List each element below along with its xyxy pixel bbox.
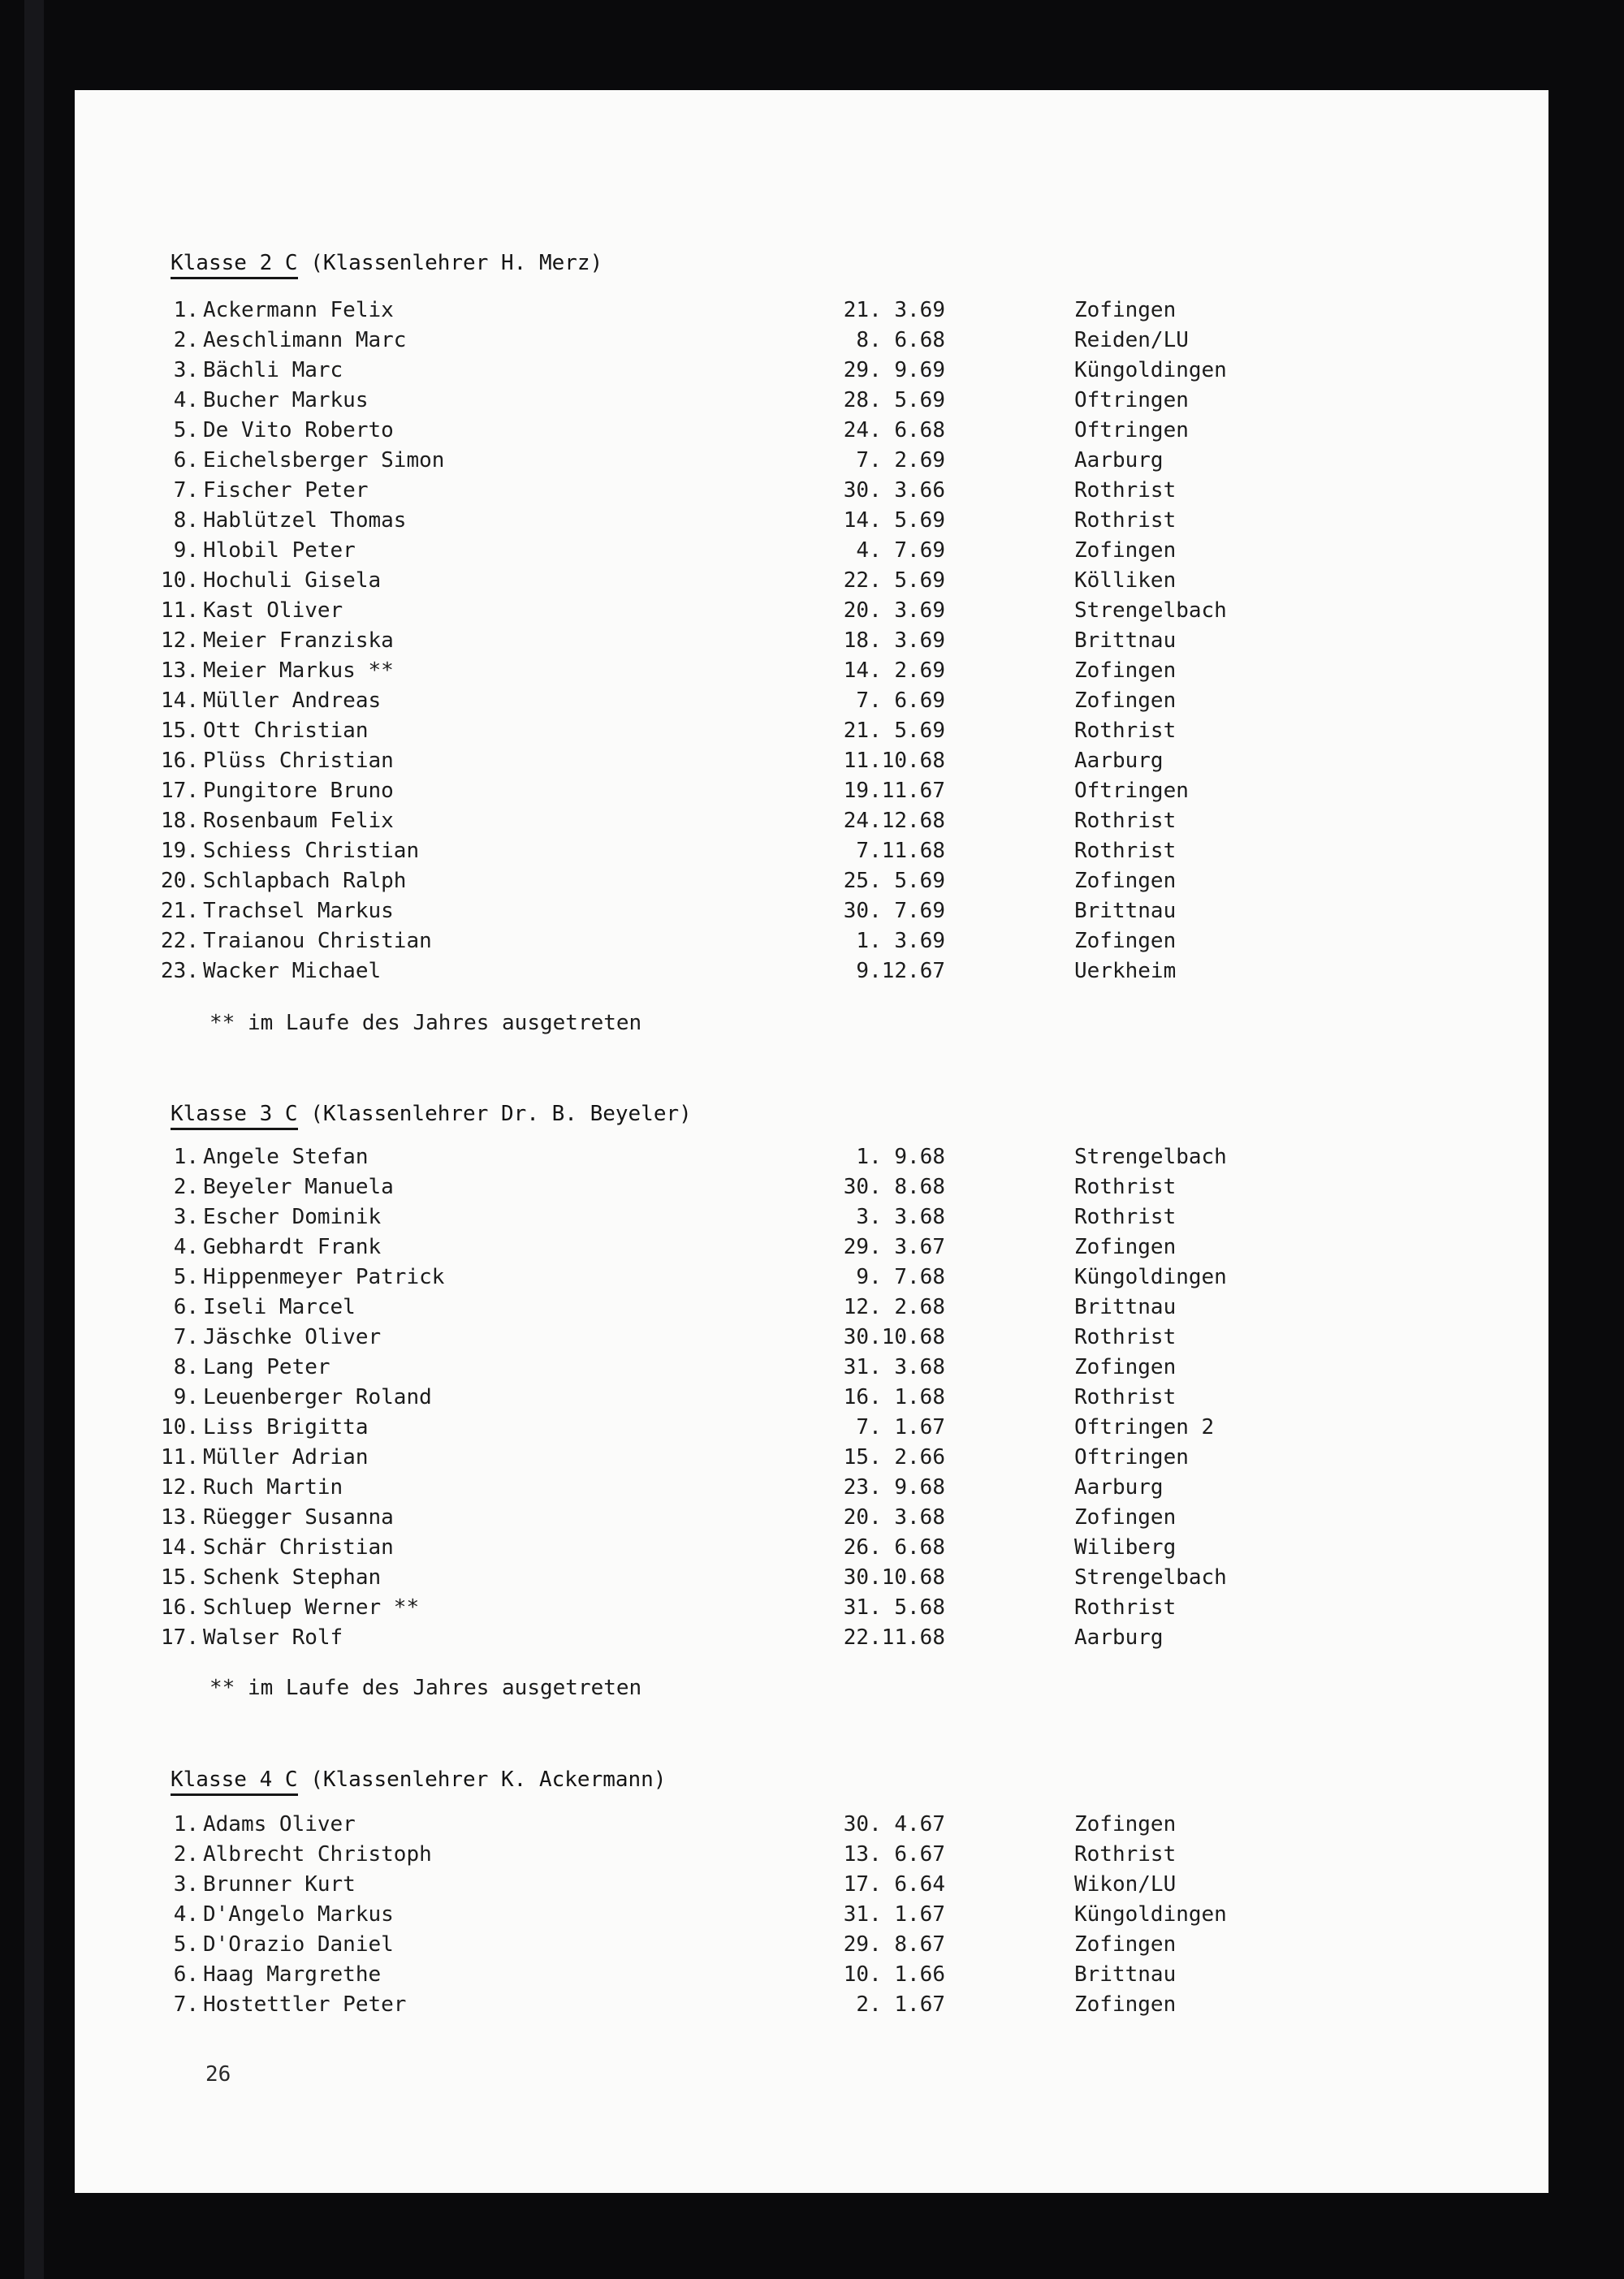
student-date: 22.11.68 — [843, 1625, 945, 1650]
section-title-2c-teacher: (Klassenlehrer H. Merz) — [297, 251, 603, 275]
student-name: Trachsel Markus — [203, 899, 394, 923]
student-name: Schär Christian — [203, 1535, 394, 1560]
student-num: 19. — [161, 839, 199, 863]
student-date: 7. 2.69 — [856, 448, 945, 473]
student-num: 4. — [173, 1902, 199, 1927]
student-town: Zofingen — [1074, 1505, 1177, 1530]
student-name: Fischer Peter — [203, 478, 369, 503]
student-town: Oftringen 2 — [1074, 1415, 1215, 1439]
student-num: 9. — [173, 538, 199, 563]
section-title-2c-class: Klasse 2 C — [171, 251, 298, 279]
student-town: Zofingen — [1074, 658, 1177, 683]
student-town: Rothrist — [1074, 809, 1177, 833]
student-num: 6. — [173, 448, 199, 473]
student-row — [75, 1202, 1548, 1232]
student-row — [75, 896, 1548, 926]
student-date: 29. 9.69 — [843, 358, 945, 382]
student-list-3c — [75, 1142, 1548, 1653]
student-num: 17. — [161, 1625, 199, 1650]
student-name: De Vito Roberto — [203, 418, 394, 442]
student-date: 10. 1.66 — [843, 1962, 945, 1987]
page-number: 26 — [205, 2062, 231, 2087]
student-town: Zofingen — [1074, 929, 1177, 953]
student-date: 11.10.68 — [843, 749, 945, 773]
student-name: Meier Franziska — [203, 628, 394, 653]
student-num: 5. — [173, 418, 199, 442]
student-date: 20. 3.69 — [843, 598, 945, 623]
student-num: 13. — [161, 658, 199, 683]
student-date: 30. 7.69 — [843, 899, 945, 923]
student-num: 10. — [161, 1415, 199, 1439]
student-date: 20. 3.68 — [843, 1505, 945, 1530]
student-row — [75, 506, 1548, 536]
student-town: Zofingen — [1074, 298, 1177, 322]
student-name: D'Orazio Daniel — [203, 1932, 394, 1957]
student-num: 16. — [161, 1595, 199, 1620]
student-town: Rothrist — [1074, 1175, 1177, 1199]
student-date: 26. 6.68 — [843, 1535, 945, 1560]
student-date: 31. 3.68 — [843, 1355, 945, 1379]
student-town: Uerkheim — [1074, 959, 1177, 983]
student-town: Küngoldingen — [1074, 358, 1227, 382]
section-title-3c — [171, 1099, 1548, 1129]
student-row — [75, 446, 1548, 476]
student-num: 16. — [161, 749, 199, 773]
student-date: 24. 6.68 — [843, 418, 945, 442]
student-date: 7. 6.69 — [856, 688, 945, 713]
student-name: Bucher Markus — [203, 388, 369, 412]
student-num: 11. — [161, 1445, 199, 1470]
student-name: Wacker Michael — [203, 959, 382, 983]
student-date: 12. 2.68 — [843, 1295, 945, 1319]
student-num: 4. — [173, 388, 199, 412]
student-num: 17. — [161, 779, 199, 803]
student-name: Eichelsberger Simon — [203, 448, 445, 473]
student-date: 8. 6.68 — [856, 328, 945, 352]
student-town: Oftringen — [1074, 418, 1189, 442]
section-title-4c-teacher: (Klassenlehrer K. Ackermann) — [297, 1768, 667, 1792]
student-row — [75, 416, 1548, 446]
student-name: Müller Andreas — [203, 688, 382, 713]
student-town: Zofingen — [1074, 869, 1177, 893]
student-row — [75, 1623, 1548, 1653]
student-town: Oftringen — [1074, 388, 1189, 412]
student-town: Aarburg — [1074, 749, 1164, 773]
student-date: 3. 3.68 — [856, 1205, 945, 1229]
student-date: 16. 1.68 — [843, 1385, 945, 1409]
student-name: Meier Markus ** — [203, 658, 394, 683]
student-num: 5. — [173, 1932, 199, 1957]
student-num: 18. — [161, 809, 199, 833]
student-date: 28. 5.69 — [843, 388, 945, 412]
student-row — [75, 1533, 1548, 1563]
student-name: Iseli Marcel — [203, 1295, 356, 1319]
student-row — [75, 566, 1548, 596]
student-row — [75, 1960, 1548, 1990]
student-town: Rothrist — [1074, 1385, 1177, 1409]
student-row — [75, 1593, 1548, 1623]
student-num: 2. — [173, 1842, 199, 1867]
student-num: 7. — [173, 478, 199, 503]
student-num: 11. — [161, 598, 199, 623]
student-num: 5. — [173, 1265, 199, 1289]
student-date: 1. 9.68 — [856, 1145, 945, 1169]
student-date: 14. 2.69 — [843, 658, 945, 683]
student-name: Pungitore Bruno — [203, 779, 394, 803]
student-num: 8. — [173, 1355, 199, 1379]
student-row — [75, 1443, 1548, 1473]
student-num: 1. — [173, 1145, 199, 1169]
student-row — [75, 296, 1548, 326]
student-num: 4. — [173, 1235, 199, 1259]
student-num: 12. — [161, 1475, 199, 1500]
student-name: Plüss Christian — [203, 749, 394, 773]
student-town: Strengelbach — [1074, 598, 1227, 623]
student-name: Escher Dominik — [203, 1205, 382, 1229]
student-row — [75, 926, 1548, 956]
student-name: Schenk Stephan — [203, 1565, 382, 1590]
student-name: Adams Oliver — [203, 1812, 356, 1837]
student-num: 1. — [173, 298, 199, 322]
student-town: Aarburg — [1074, 1475, 1164, 1500]
student-name: Schlapbach Ralph — [203, 869, 407, 893]
student-num: 3. — [173, 1205, 199, 1229]
student-date: 23. 9.68 — [843, 1475, 945, 1500]
section-title-3c-class: Klasse 3 C — [171, 1102, 298, 1130]
student-num: 14. — [161, 688, 199, 713]
student-num: 9. — [173, 1385, 199, 1409]
student-town: Brittnau — [1074, 628, 1177, 653]
student-date: 4. 7.69 — [856, 538, 945, 563]
student-town: Brittnau — [1074, 899, 1177, 923]
student-list-2c — [75, 296, 1548, 986]
student-date: 30. 4.67 — [843, 1812, 945, 1837]
student-row — [75, 1172, 1548, 1202]
student-list-4c — [75, 1810, 1548, 2020]
student-num: 1. — [173, 1812, 199, 1837]
student-row — [75, 686, 1548, 716]
student-town: Küngoldingen — [1074, 1265, 1227, 1289]
student-row — [75, 1263, 1548, 1293]
student-town: Aarburg — [1074, 448, 1164, 473]
student-num: 8. — [173, 508, 199, 533]
student-town: Rothrist — [1074, 1205, 1177, 1229]
student-town: Zofingen — [1074, 1355, 1177, 1379]
student-date: 21. 3.69 — [843, 298, 945, 322]
student-num: 13. — [161, 1505, 199, 1530]
student-num: 15. — [161, 1565, 199, 1590]
document-page — [75, 90, 1548, 2193]
student-name: Albrecht Christoph — [203, 1842, 432, 1867]
student-row — [75, 1323, 1548, 1353]
student-name: Hostettler Peter — [203, 1992, 407, 2017]
student-name: Schiess Christian — [203, 839, 420, 863]
student-name: Gebhardt Frank — [203, 1235, 382, 1259]
section-title-2c — [171, 248, 1548, 278]
student-town: Wikon/LU — [1074, 1872, 1177, 1897]
student-town: Rothrist — [1074, 1325, 1177, 1349]
student-row — [75, 1383, 1548, 1413]
student-town: Brittnau — [1074, 1962, 1177, 1987]
student-row — [75, 536, 1548, 566]
student-row — [75, 836, 1548, 866]
student-town: Zofingen — [1074, 1992, 1177, 2017]
student-name: Hochuli Gisela — [203, 568, 382, 593]
student-row — [75, 1413, 1548, 1443]
student-row — [75, 716, 1548, 746]
student-date: 19.11.67 — [843, 779, 945, 803]
student-date: 25. 5.69 — [843, 869, 945, 893]
student-name: Ott Christian — [203, 719, 369, 743]
student-num: 6. — [173, 1295, 199, 1319]
student-row — [75, 1353, 1548, 1383]
student-num: 22. — [161, 929, 199, 953]
student-town: Rothrist — [1074, 839, 1177, 863]
student-row — [75, 1870, 1548, 1900]
section-title-4c-class: Klasse 4 C — [171, 1768, 298, 1796]
student-town: Reiden/LU — [1074, 328, 1189, 352]
student-date: 13. 6.67 — [843, 1842, 945, 1867]
student-name: Rosenbaum Felix — [203, 809, 394, 833]
student-town: Rothrist — [1074, 1595, 1177, 1620]
student-row — [75, 386, 1548, 416]
student-date: 7.11.68 — [856, 839, 945, 863]
scan-edge-band — [24, 0, 44, 2279]
student-date: 21. 5.69 — [843, 719, 945, 743]
student-num: 20. — [161, 869, 199, 893]
student-town: Strengelbach — [1074, 1565, 1227, 1590]
student-name: Hlobil Peter — [203, 538, 356, 563]
student-date: 22. 5.69 — [843, 568, 945, 593]
student-row — [75, 866, 1548, 896]
student-town: Brittnau — [1074, 1295, 1177, 1319]
student-row — [75, 1990, 1548, 2020]
student-date: 7. 1.67 — [856, 1415, 945, 1439]
student-date: 30.10.68 — [843, 1325, 945, 1349]
student-row — [75, 326, 1548, 356]
student-town: Zofingen — [1074, 688, 1177, 713]
student-date: 9.12.67 — [856, 959, 945, 983]
student-town: Aarburg — [1074, 1625, 1164, 1650]
student-row — [75, 1473, 1548, 1503]
student-town: Kölliken — [1074, 568, 1177, 593]
student-num: 7. — [173, 1325, 199, 1349]
student-town: Zofingen — [1074, 1812, 1177, 1837]
student-num: 2. — [173, 328, 199, 352]
student-town: Strengelbach — [1074, 1145, 1227, 1169]
student-date: 24.12.68 — [843, 809, 945, 833]
section-title-3c-teacher: (Klassenlehrer Dr. B. Beyeler) — [297, 1102, 692, 1126]
student-town: Rothrist — [1074, 719, 1177, 743]
student-row — [75, 626, 1548, 656]
student-name: Lang Peter — [203, 1355, 330, 1379]
student-name: Rüegger Susanna — [203, 1505, 394, 1530]
student-row — [75, 1232, 1548, 1263]
student-town: Oftringen — [1074, 779, 1189, 803]
student-name: Angele Stefan — [203, 1145, 369, 1169]
student-name: Aeschlimann Marc — [203, 328, 407, 352]
student-row — [75, 1503, 1548, 1533]
student-name: Leuenberger Roland — [203, 1385, 432, 1409]
student-name: Liss Brigitta — [203, 1415, 369, 1439]
student-name: Hippenmeyer Patrick — [203, 1265, 445, 1289]
student-row — [75, 1900, 1548, 1930]
student-name: Traianou Christian — [203, 929, 432, 953]
student-row — [75, 1293, 1548, 1323]
student-date: 9. 7.68 — [856, 1265, 945, 1289]
student-date: 14. 5.69 — [843, 508, 945, 533]
student-town: Zofingen — [1074, 1235, 1177, 1259]
student-num: 23. — [161, 959, 199, 983]
student-date: 15. 2.66 — [843, 1445, 945, 1470]
student-row — [75, 956, 1548, 986]
student-date: 18. 3.69 — [843, 628, 945, 653]
student-name: Ruch Martin — [203, 1475, 343, 1500]
student-name: Haag Margrethe — [203, 1962, 382, 1987]
student-date: 31. 5.68 — [843, 1595, 945, 1620]
student-date: 2. 1.67 — [856, 1992, 945, 2017]
student-row — [75, 806, 1548, 836]
student-date: 1. 3.69 — [856, 929, 945, 953]
student-num: 3. — [173, 1872, 199, 1897]
student-num: 7. — [173, 1992, 199, 2017]
student-name: Beyeler Manuela — [203, 1175, 394, 1199]
student-date: 17. 6.64 — [843, 1872, 945, 1897]
student-town: Zofingen — [1074, 1932, 1177, 1957]
student-row — [75, 656, 1548, 686]
student-row — [75, 1563, 1548, 1593]
student-town: Rothrist — [1074, 508, 1177, 533]
student-num: 3. — [173, 358, 199, 382]
footnote-2c: ** im Laufe des Jahres ausgetreten — [209, 1011, 642, 1035]
student-name: Ackermann Felix — [203, 298, 394, 322]
student-name: Brunner Kurt — [203, 1872, 356, 1897]
student-name: Kast Oliver — [203, 598, 343, 623]
student-row — [75, 1930, 1548, 1960]
student-row — [75, 1142, 1548, 1172]
student-num: 14. — [161, 1535, 199, 1560]
student-row — [75, 1840, 1548, 1870]
student-town: Rothrist — [1074, 478, 1177, 503]
student-date: 31. 1.67 — [843, 1902, 945, 1927]
student-town: Wiliberg — [1074, 1535, 1177, 1560]
student-date: 29. 3.67 — [843, 1235, 945, 1259]
student-num: 15. — [161, 719, 199, 743]
student-date: 30. 8.68 — [843, 1175, 945, 1199]
student-date: 29. 8.67 — [843, 1932, 945, 1957]
student-num: 6. — [173, 1962, 199, 1987]
student-row — [75, 356, 1548, 386]
student-row — [75, 776, 1548, 806]
student-town: Rothrist — [1074, 1842, 1177, 1867]
student-num: 2. — [173, 1175, 199, 1199]
student-name: Bächli Marc — [203, 358, 343, 382]
student-num: 12. — [161, 628, 199, 653]
student-date: 30.10.68 — [843, 1565, 945, 1590]
student-town: Oftringen — [1074, 1445, 1189, 1470]
footnote-3c: ** im Laufe des Jahres ausgetreten — [209, 1676, 642, 1700]
student-row — [75, 1810, 1548, 1840]
student-num: 10. — [161, 568, 199, 593]
student-name: Schluep Werner ** — [203, 1595, 420, 1620]
student-name: Hablützel Thomas — [203, 508, 407, 533]
student-name: D'Angelo Markus — [203, 1902, 394, 1927]
student-town: Küngoldingen — [1074, 1902, 1227, 1927]
student-num: 21. — [161, 899, 199, 923]
student-date: 30. 3.66 — [843, 478, 945, 503]
student-row — [75, 746, 1548, 776]
student-name: Müller Adrian — [203, 1445, 369, 1470]
section-title-4c — [171, 1765, 1548, 1795]
student-name: Jäschke Oliver — [203, 1325, 382, 1349]
student-row — [75, 596, 1548, 626]
student-name: Walser Rolf — [203, 1625, 343, 1650]
student-row — [75, 476, 1548, 506]
student-town: Zofingen — [1074, 538, 1177, 563]
